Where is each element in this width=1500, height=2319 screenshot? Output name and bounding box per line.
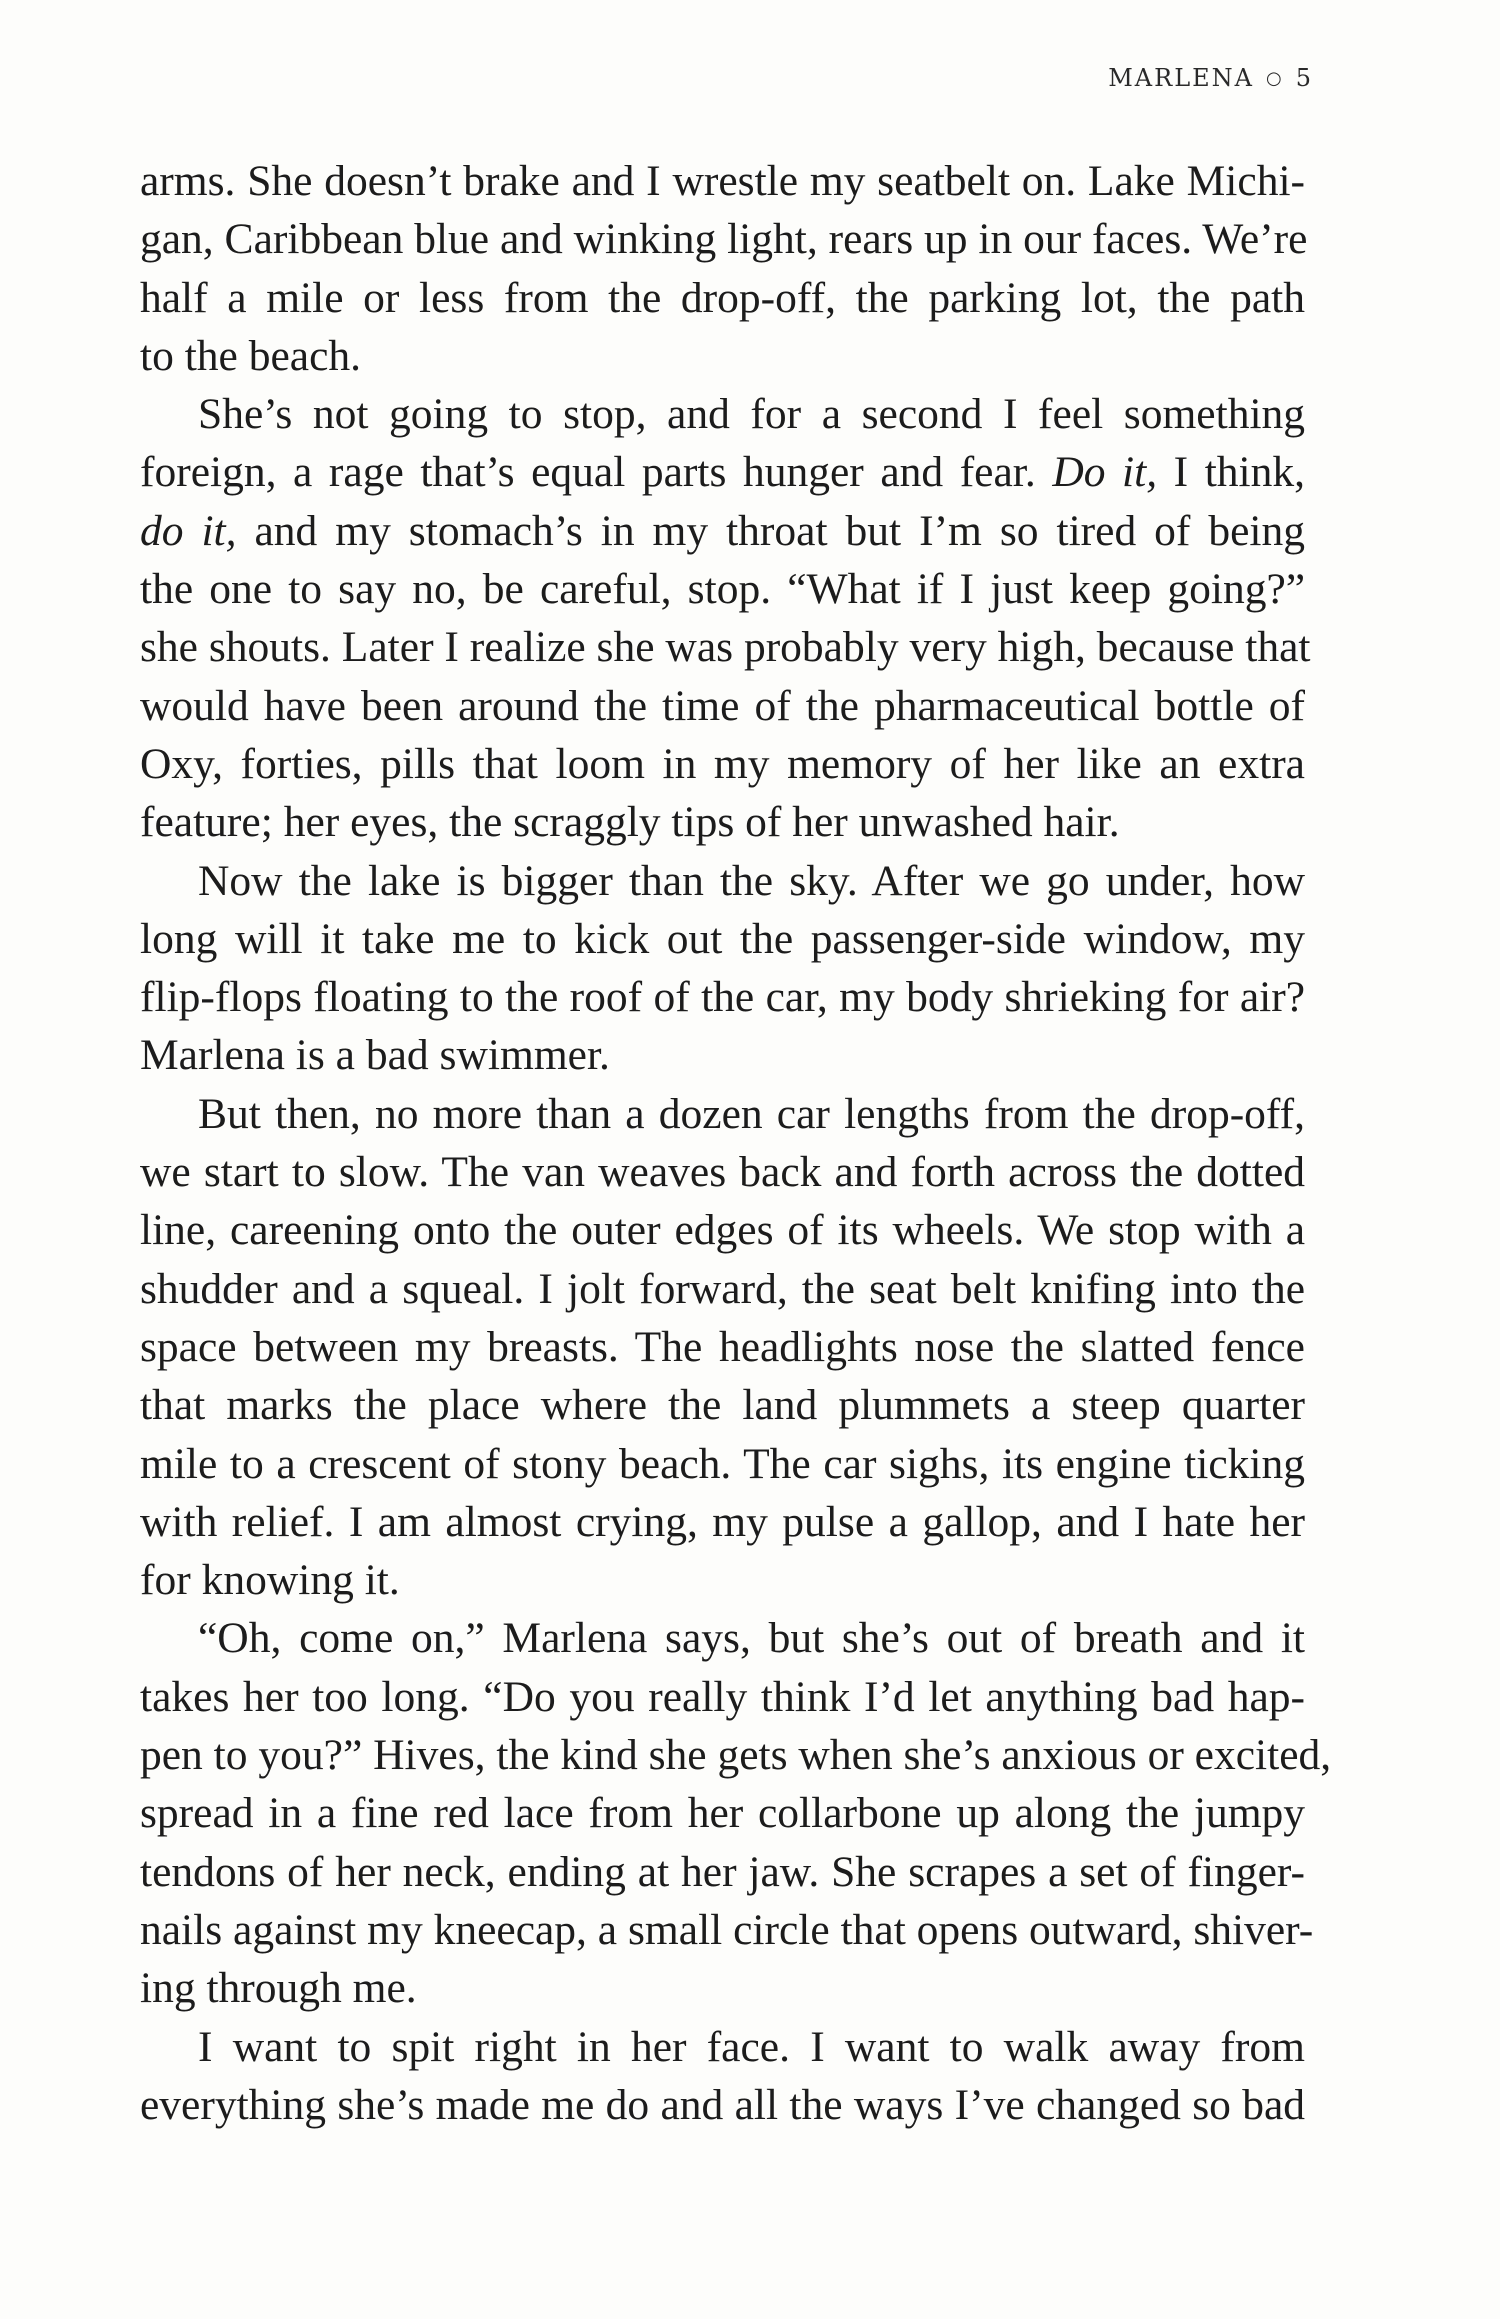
paragraph [140, 2018, 1305, 2135]
text-line: for knowing it. [140, 1556, 400, 1605]
body-text [140, 152, 1332, 2134]
text-line: line, careening onto the outer edges of its wheels. We stop with a [140, 1206, 1306, 1255]
text-line: spread in a fine red lace from her collarbone up along the jumpy [140, 1789, 1306, 1838]
text-line: Marlena is a bad swimmer. [140, 1031, 610, 1080]
text-line: feature; her eyes, the scraggly tips of her unwashed hair. [140, 798, 1120, 847]
paragraph [140, 152, 1308, 385]
paragraph [140, 1609, 1332, 2017]
running-head-title: MARLENA [1108, 64, 1254, 92]
page-number: 5 [1295, 64, 1313, 92]
text-line: do it, and my stomach’s in my throat but I’m so tired of being [140, 506, 1306, 555]
paragraph [140, 1085, 1305, 1610]
text-line: ing through me. [140, 1964, 417, 2013]
text-line: half a mile or less from the drop-off, the parking lot, the path [140, 273, 1305, 322]
text-line: she shouts. Later I realize she was probably very high, because that [140, 623, 1311, 672]
text-line: tendons of her neck, ending at her jaw. She scrapes a set of finger- [140, 1847, 1306, 1896]
emphasis: do it, [140, 506, 237, 555]
text-line: would have been around the time of the pharmaceutical bottle of [140, 681, 1306, 730]
paragraph [140, 385, 1311, 851]
text-line: we start to slow. The van weaves back and forth across the dotted [140, 1148, 1306, 1197]
text-line: “Oh, come on,” Marlena says, but she’s out of breath and it [198, 1614, 1305, 1663]
text-line: pen to you?” Hives, the kind she gets when she’s anxious or excited, [140, 1731, 1332, 1780]
text-line: that marks the place where the land plummets a steep quarter [140, 1381, 1306, 1430]
running-head-separator: ○ [1266, 68, 1284, 89]
text-line: flip-flops floating to the roof of the car, my body shrieking for air? [140, 973, 1306, 1022]
text-line: long will it take me to kick out the passenger-side window, my [140, 914, 1305, 963]
text-line: arms. She doesn’t brake and I wrestle my seatbelt on. Lake Michi- [140, 157, 1306, 205]
text-line: gan, Caribbean blue and winking light, rears up in our faces. We’re [140, 215, 1308, 264]
text-line: space between my breasts. The headlights nose the slatted fence [140, 1322, 1305, 1371]
text-line: with relief. I am almost crying, my pulse a gallop, and I hate her [140, 1497, 1305, 1546]
text-line: the one to say no, be careful, stop. “What if I just keep going?” [140, 565, 1306, 614]
text-line: foreign, a rage that’s equal parts hunger and fear. Do it, I think, [140, 448, 1305, 497]
text-line: She’s not going to stop, and for a second I feel something [198, 390, 1306, 439]
text-line: nails against my kneecap, a small circle that opens outward, shiver- [140, 1905, 1314, 1954]
emphasis: Do it, [1052, 448, 1158, 497]
text-line: shudder and a squeal. I jolt forward, the seat belt knifing into the [140, 1264, 1305, 1313]
text-line: Oxy, forties, pills that loom in my memory of her like an extra [140, 739, 1305, 788]
running-head [1108, 64, 1313, 92]
paragraph [140, 852, 1305, 1085]
text-line: to the beach. [140, 331, 362, 380]
text-line: mile to a crescent of stony beach. The car sighs, its engine ticking [140, 1439, 1305, 1488]
text-line: takes her too long. “Do you really think I’d let anything bad hap- [140, 1672, 1306, 1721]
text-line: Now the lake is bigger than the sky. After we go under, how [198, 856, 1306, 905]
text-line: But then, no more than a dozen car lengths from the drop-off, [198, 1089, 1305, 1138]
text-line: everything she’s made me do and all the ways I’ve changed so bad [140, 2080, 1306, 2129]
text-line: I want to spit right in her face. I want to walk away from [198, 2022, 1305, 2071]
